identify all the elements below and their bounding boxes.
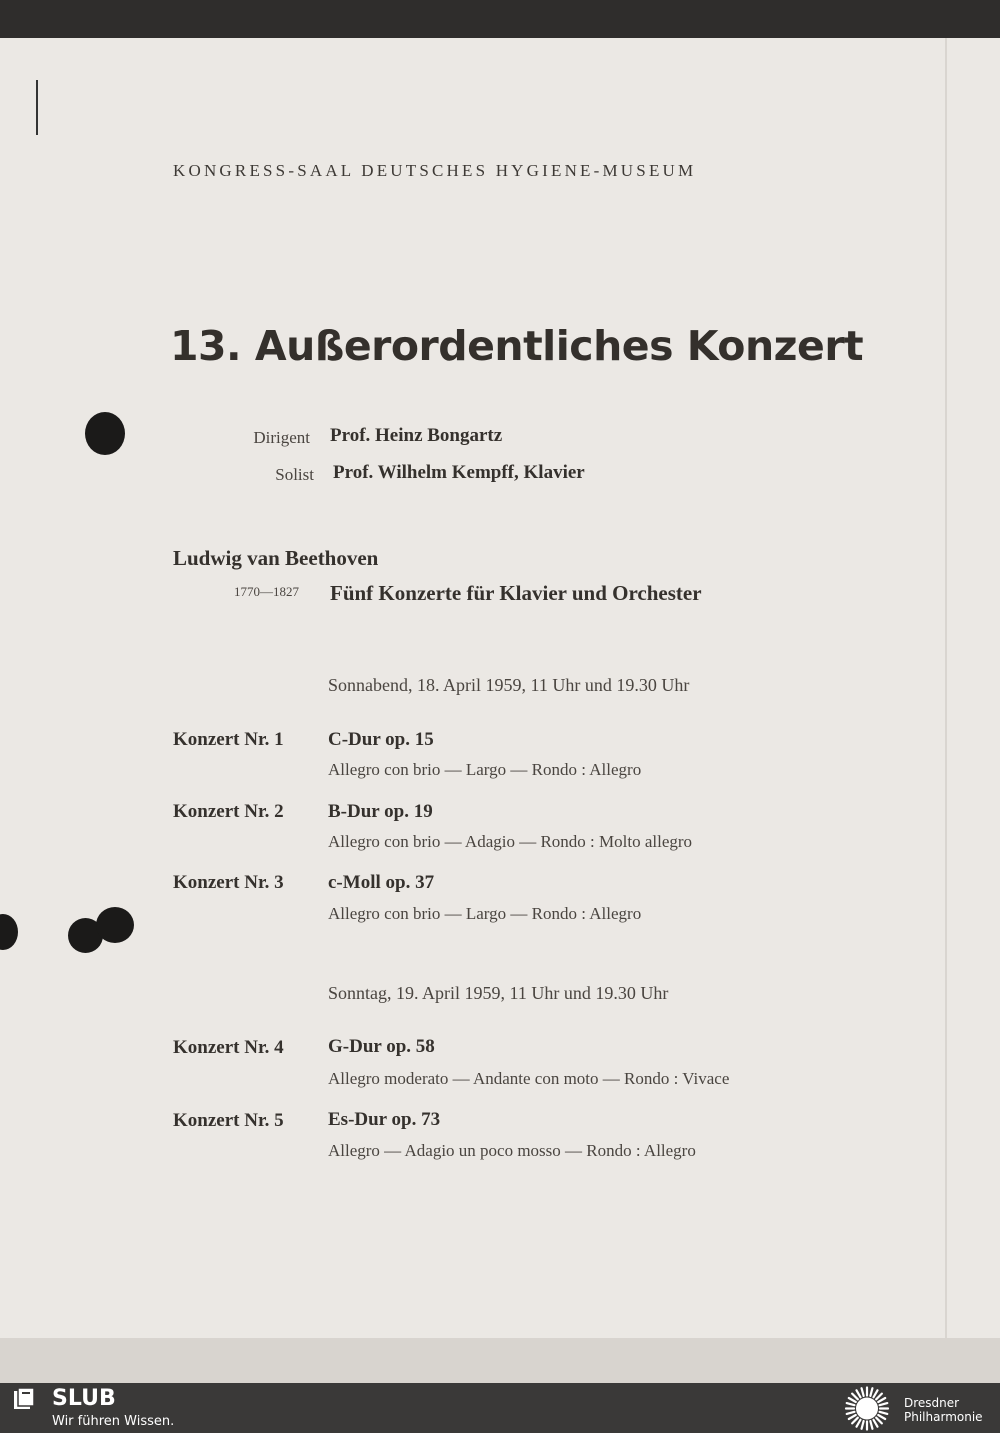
composer-dates: 1770—1827 (234, 584, 299, 599)
paper-fold-band (0, 1338, 1000, 1383)
concert-key: G-Dur op. 58 (328, 1036, 435, 1057)
day-heading: Sonntag, 19. April 1959, 11 Uhr und 19.30 Uhr (328, 983, 669, 1003)
concert-number: Konzert Nr. 2 (173, 801, 284, 822)
concert-key: c-Moll op. 37 (328, 872, 435, 893)
concert-movements: Allegro moderato — Andante con moto — Rondo : Vivace (328, 1069, 730, 1088)
concert-key: Es-Dur op. 73 (328, 1109, 441, 1130)
concert-number: Konzert Nr. 1 (173, 729, 284, 750)
composer-name: Ludwig van Beethoven (173, 546, 379, 570)
punch-hole (96, 907, 134, 943)
viewer-footer (0, 1383, 1000, 1433)
slub-book-icon[interactable] (12, 1387, 38, 1411)
slub-tagline: Wir führen Wissen. (52, 1414, 175, 1429)
concert-key: B-Dur op. 19 (328, 801, 433, 822)
punch-hole (85, 412, 125, 455)
concert-movements: Allegro — Adagio un poco mosso — Rondo : Allegro (328, 1141, 696, 1160)
concert-number: Konzert Nr. 5 (173, 1110, 284, 1131)
venue-heading: KONGRESS-SAAL DEUTSCHES HYGIENE-MUSEUM (173, 161, 697, 180)
concert-movements: Allegro con brio — Adagio — Rondo : Molto allegro (328, 832, 693, 851)
margin-mark (36, 80, 38, 135)
work-title: Fünf Konzerte für Klavier und Orchester (330, 581, 702, 605)
concert-movements: Allegro con brio — Largo — Rondo : Allegro (328, 760, 642, 779)
program-page (0, 38, 1000, 1383)
day-heading: Sonnabend, 18. April 1959, 11 Uhr und 19.30 Uhr (328, 675, 690, 695)
concert-number: Konzert Nr. 3 (173, 872, 284, 893)
sunburst-logo-icon[interactable] (842, 1386, 892, 1431)
concert-number: Konzert Nr. 4 (173, 1037, 284, 1058)
scan-top-border (0, 0, 1000, 38)
soloist-name: Prof. Wilhelm Kempff, Klavier (333, 462, 585, 483)
performer-role: Dirigent (253, 428, 310, 447)
performer-role: Solist (275, 465, 314, 484)
slub-logo-text[interactable]: SLUB (52, 1386, 116, 1411)
philharmonie-logo-line2[interactable]: Philharmonie (904, 1410, 983, 1424)
concert-key: C-Dur op. 15 (328, 729, 434, 750)
concert-movements: Allegro con brio — Largo — Rondo : Allegro (328, 904, 642, 923)
concert-title: 13. Außerordentliches Konzert (170, 322, 864, 370)
paper-fold-line (945, 38, 947, 1383)
conductor-name: Prof. Heinz Bongartz (330, 425, 503, 446)
punch-hole (0, 914, 18, 950)
philharmonie-logo-line1[interactable]: Dresdner (904, 1396, 960, 1410)
